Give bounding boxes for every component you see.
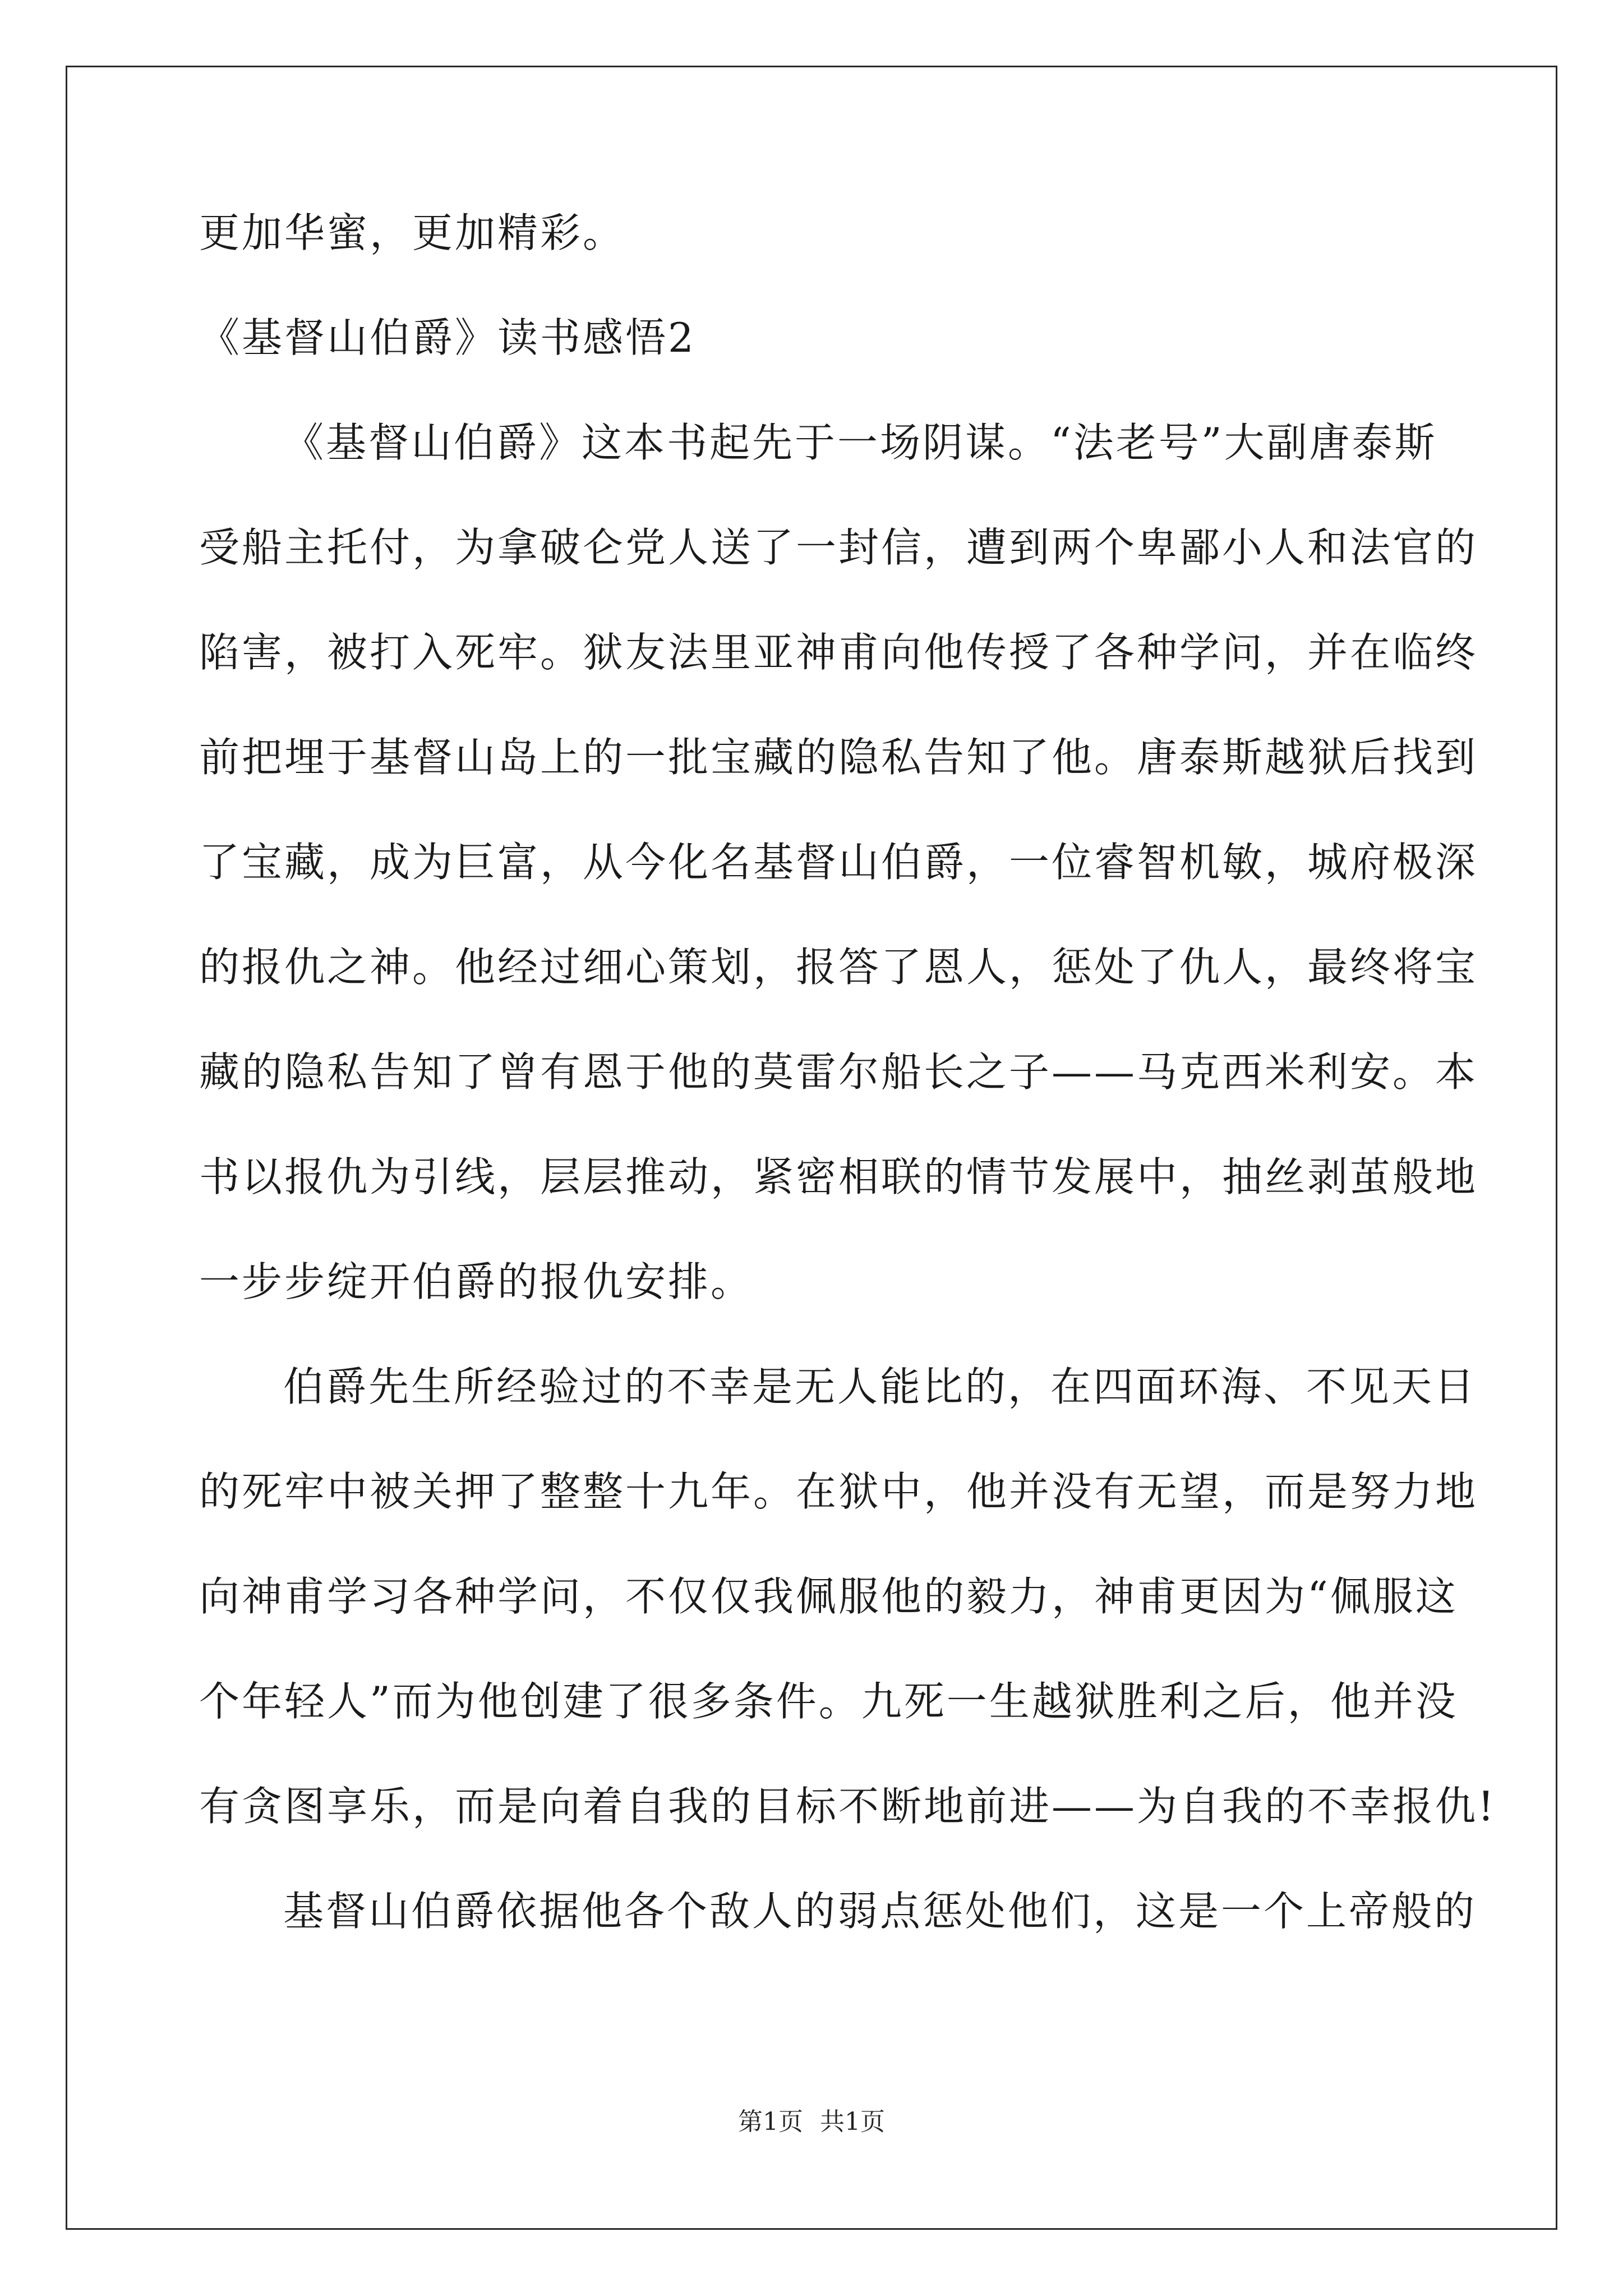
paragraph-2-line-4: 个年轻人”而为他创建了很多条件。九死一生越狱胜利之后，他并没 — [199, 1678, 1458, 1725]
text-line: 更加华蜜，更加精彩。 — [199, 209, 626, 256]
paragraph-2-line-2: 的死牢中被关押了整整十九年。在狱中，他并没有无望，而是努力地 — [199, 1468, 1478, 1515]
paragraph-1-line-5: 了宝藏，成为巨富，从今化名基督山伯爵，一位睿智机敏，城府极深 — [199, 839, 1478, 886]
paragraph-1-line-8: 书以报仇为引线，层层推动，紧密相联的情节发展中，抽丝剥茧般地 — [199, 1153, 1478, 1200]
paragraph-2-line-1: 伯爵先生所经验过的不幸是无人能比的，在四面环海、不见天日 — [283, 1363, 1477, 1410]
paragraph-3-line-1: 基督山伯爵依据他各个敌人的弱点惩处他们，这是一个上帝般的 — [283, 1888, 1477, 1935]
paragraph-1-line-1: 《基督山伯爵》这本书起先于一场阴谋。“法老号”大副唐泰斯 — [283, 419, 1437, 466]
paragraph-2-line-5: 有贪图享乐，而是向着自我的目标不断地前进——为自我的不幸报仇! — [199, 1783, 1496, 1830]
paragraph-2-line-3: 向神甫学习各种学问，不仅仅我佩服他的毅力，神甫更因为“佩服这 — [199, 1573, 1458, 1620]
paragraph-1-line-2: 受船主托付，为拿破仑党人送了一封信，遭到两个卑鄙小人和法官的 — [199, 524, 1478, 571]
section-heading: 《基督山伯爵》读书感悟2 — [199, 314, 696, 361]
page-footer — [0, 2106, 1623, 2138]
paragraph-1-line-7: 藏的隐私告知了曾有恩于他的莫雷尔船长之子——马克西米利安。本 — [199, 1048, 1478, 1096]
page-number: 第1页 — [738, 2108, 803, 2136]
page-total: 共1页 — [820, 2108, 885, 2136]
document-body — [199, 208, 1496, 1936]
paragraph-1-line-9: 一步步绽开伯爵的报仇安排。 — [199, 1258, 754, 1305]
paragraph-1-line-3: 陷害，被打入死牢。狱友法里亚神甫向他传授了各种学问，并在临终 — [199, 629, 1478, 676]
paragraph-1-line-6: 的报仇之神。他经过细心策划，报答了恩人，惩处了仇人，最终将宝 — [199, 944, 1478, 991]
paragraph-1-line-4: 前把埋于基督山岛上的一批宝藏的隐私告知了他。唐泰斯越狱后找到 — [199, 734, 1478, 781]
